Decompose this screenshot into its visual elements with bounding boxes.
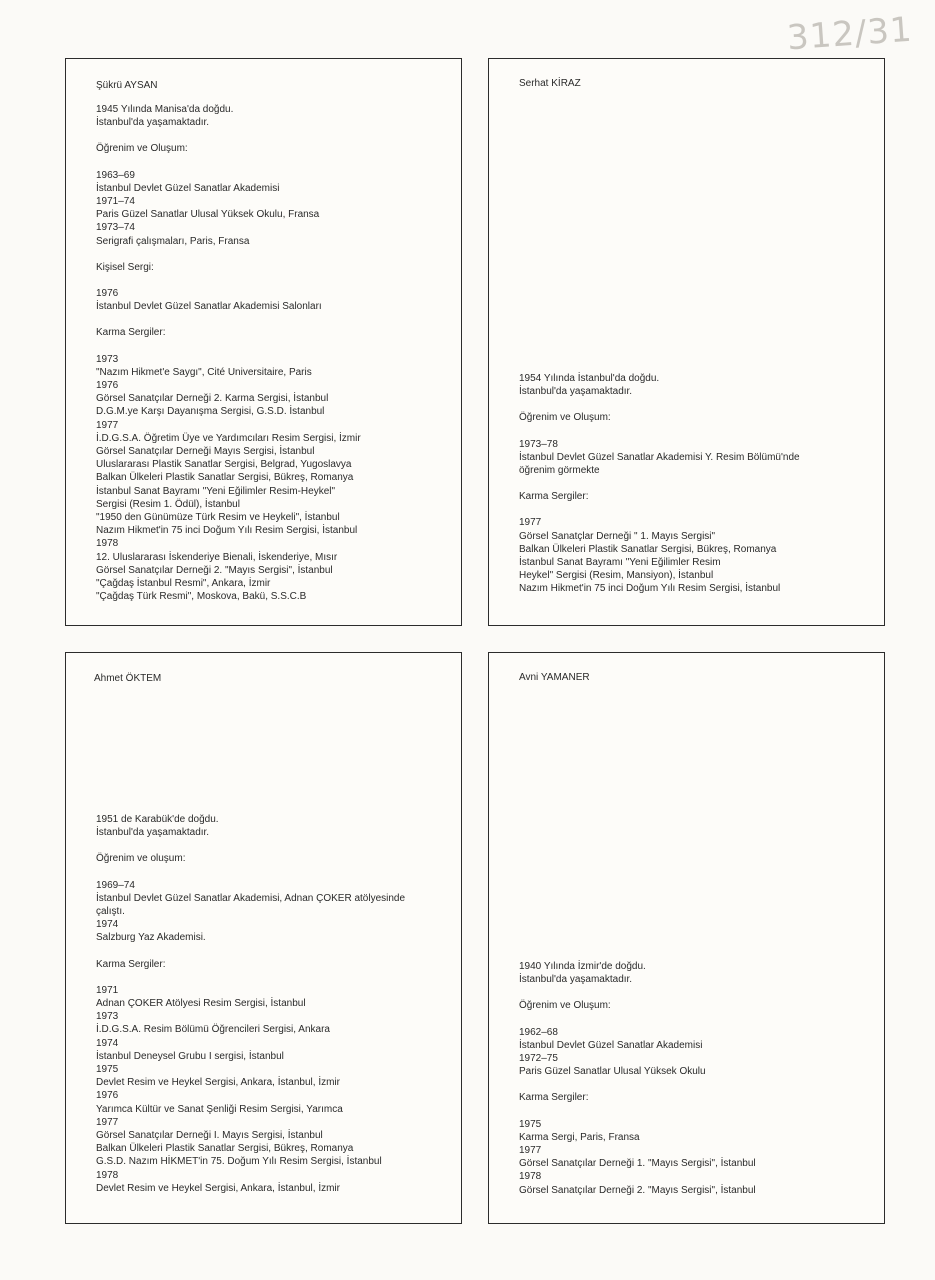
artist-name: Serhat KİRAZ: [519, 78, 581, 89]
artist-bio: [519, 372, 864, 596]
bio-line: Öğrenim ve Oluşum:: [96, 143, 188, 155]
spacer: [96, 156, 441, 169]
bio-line: 1978: [96, 1169, 119, 1181]
artist-name: Avni YAMANER: [519, 672, 590, 683]
bio-line: 1969–74: [96, 879, 135, 891]
bio-line: 1973: [96, 353, 119, 365]
bio-line: 1977: [96, 419, 119, 431]
bio-line: İstanbul Devlet Güzel Sanatlar Akademisi Y. Resim Bölümü'nde: [519, 451, 800, 463]
artist-panel-aysan: [65, 58, 462, 626]
bio-line: 1977: [519, 1145, 542, 1157]
bio-line: 1954 Yılında İstanbul'da doğdu.: [519, 373, 660, 384]
bio-line: Serigrafi çalışmaları, Paris, Fransa: [96, 235, 250, 247]
bio-line: "1950 den Günümüze Türk Resim ve Heykeli", İstanbul: [96, 512, 340, 524]
bio-line: 1962–68: [519, 1026, 558, 1038]
bio-line: Devlet Resim ve Heykel Sergisi, Ankara, İstanbul, İzmir: [96, 1077, 340, 1089]
spacer: [96, 313, 441, 326]
bio-line: 1940 Yılında İzmir'de doğdu.: [519, 961, 646, 972]
bio-line: 12. Uluslararası İskenderiye Bienali, İskenderiye, Mısır: [96, 551, 338, 563]
spacer: [96, 839, 441, 852]
spacer: [519, 398, 864, 411]
bio-line: Balkan Ülkeleri Plastik Sanatlar Sergisi, Bükreş, Romanya: [96, 1143, 354, 1155]
bio-line: Öğrenim ve Oluşum:: [519, 412, 611, 424]
bio-line: 1963–69: [96, 169, 135, 181]
spacer: [96, 866, 441, 879]
bio-line: 1971–74: [96, 196, 135, 208]
bio-line: Görsel Sanatçılar Derneği I. Mayıs Sergisi, İstanbul: [96, 1130, 323, 1142]
bio-line: 1976: [96, 1090, 119, 1102]
bio-line: 1978: [96, 538, 119, 550]
bio-line: 1977: [519, 517, 542, 529]
bio-line: İstanbul Sanat Bayramı "Yeni Eğilimler Resim-Heykel": [96, 485, 336, 497]
bio-line: İstanbul Deneysel Grubu I sergisi, İstanbul: [96, 1050, 284, 1062]
bio-line: Paris Güzel Sanatlar Ulusal Yüksek Okulu, Fransa: [96, 209, 320, 221]
bio-line: İ.D.G.S.A. Resim Bölümü Öğrencileri Sergisi, Ankara: [96, 1024, 330, 1036]
spacer: [519, 425, 864, 438]
artist-bio: [96, 103, 441, 604]
spacer: [519, 477, 864, 490]
bio-line: Yarımca Kültür ve Sanat Şenliği Resim Sergisi, Yarımca: [96, 1103, 343, 1115]
bio-line: Karma Sergiler:: [96, 327, 166, 339]
bio-line: Heykel" Sergisi (Resim, Mansiyon), İstanbul: [519, 570, 714, 582]
bio-line: Salzburg Yaz Akademisi.: [96, 932, 206, 944]
bio-line: 1951 de Karabük'de doğdu.: [96, 814, 219, 825]
bio-line: Karma Sergiler:: [519, 491, 589, 503]
spacer: [96, 945, 441, 958]
bio-line: İstanbul Sanat Bayramı "Yeni Eğilimler Resim: [519, 557, 721, 569]
spacer: [519, 503, 864, 516]
bio-line: İstanbul'da yaşamaktadır.: [96, 117, 210, 129]
bio-line: İstanbul Devlet Güzel Sanatlar Akademisi Salonları: [96, 301, 322, 313]
spacer: [96, 340, 441, 353]
bio-line: 1974: [96, 1037, 119, 1049]
bio-line: 1977: [96, 1116, 119, 1128]
bio-line: İ.D.G.S.A. Öğretim Üye ve Yardımcıları Resim Sergisi, İzmir: [96, 432, 361, 444]
bio-line: Kişisel Sergi:: [96, 261, 154, 273]
artist-bio: [519, 960, 864, 1197]
bio-line: Karma Sergiler:: [519, 1092, 589, 1104]
bio-line: Nazım Hikmet'in 75 inci Doğum Yılı Resim Sergisi, İstanbul: [519, 583, 781, 595]
bio-line: çalıştı.: [96, 906, 125, 918]
artist-panel-oktem: [65, 652, 462, 1224]
bio-line: Görsel Sanatçılar Derneği Mayıs Sergisi, İstanbul: [96, 446, 315, 458]
artist-panel-yamaner: [488, 652, 885, 1224]
artist-panel-kiraz: [488, 58, 885, 626]
bio-line: 1973–78: [519, 438, 558, 450]
bio-line: 1978: [519, 1171, 542, 1183]
bio-line: İstanbul'da yaşamaktadır.: [96, 827, 210, 839]
bio-line: Sergisi (Resim 1. Ödül), İstanbul: [96, 498, 240, 510]
bio-line: "Çağdaş İstanbul Resmi", Ankara, İzmir: [96, 578, 271, 590]
spacer: [519, 986, 864, 999]
bio-line: Öğrenim ve oluşum:: [96, 853, 186, 865]
spacer: [96, 971, 441, 984]
bio-line: "Çağdaş Türk Resmi", Moskova, Bakü, S.S.C.B: [96, 591, 307, 603]
bio-line: Karma Sergiler:: [96, 958, 166, 970]
bio-line: 1976: [96, 288, 119, 300]
bio-line: 1971: [96, 984, 119, 996]
spacer: [96, 248, 441, 261]
spacer: [519, 1013, 864, 1026]
bio-line: İstanbul Devlet Güzel Sanatlar Akademisi: [519, 1039, 703, 1051]
bio-line: "Nazım Hikmet'e Saygı", Cité Universitaire, Paris: [96, 366, 312, 378]
bio-line: Devlet Resim ve Heykel Sergisi, Ankara, İstanbul, İzmir: [96, 1182, 340, 1194]
bio-line: 1973: [96, 1011, 119, 1023]
bio-line: Görsel Sanatçılar Derneği 2. "Mayıs Sergisi", İstanbul: [96, 564, 333, 576]
bio-line: 1975: [519, 1118, 542, 1130]
spacer: [96, 129, 441, 142]
artist-name: Ahmet ÖKTEM: [94, 673, 162, 684]
bio-line: İstanbul'da yaşamaktadır.: [519, 386, 633, 398]
bio-line: Görsel Sanatçlar Derneği " 1. Mayıs Sergisi": [519, 530, 716, 542]
bio-line: 1973–74: [96, 222, 135, 234]
bio-line: 1945 Yılında Manisa'da doğdu.: [96, 104, 234, 115]
bio-line: Karma Sergi, Paris, Fransa: [519, 1131, 640, 1143]
bio-line: D.G.M.ye Karşı Dayanışma Sergisi, G.S.D. İstanbul: [96, 406, 325, 418]
spacer: [519, 1078, 864, 1091]
bio-line: Paris Güzel Sanatlar Ulusal Yüksek Okulu: [519, 1066, 706, 1078]
bio-line: İstanbul'da yaşamaktadır.: [519, 974, 633, 986]
bio-line: Adnan ÇOKER Atölyesi Resim Sergisi, İstanbul: [96, 998, 306, 1010]
handwritten-page-number: 312/31: [786, 9, 915, 59]
bio-line: 1976: [96, 380, 119, 392]
bio-line: İstanbul Devlet Güzel Sanatlar Akademisi: [96, 182, 280, 194]
spacer: [519, 1105, 864, 1118]
bio-line: 1974: [96, 919, 119, 931]
artist-bio: [96, 813, 441, 1195]
bio-line: Öğrenim ve Oluşum:: [519, 1000, 611, 1012]
bio-line: öğrenim görmekte: [519, 465, 600, 477]
bio-line: Görsel Sanatçılar Derneği 1. "Mayıs Sergisi", İstanbul: [519, 1158, 756, 1170]
bio-line: Balkan Ülkeleri Plastik Sanatlar Sergisi, Bükreş, Romanya: [96, 472, 354, 484]
bio-line: İstanbul Devlet Güzel Sanatlar Akademisi, Adnan ÇOKER atölyesinde: [96, 892, 406, 904]
bio-line: Nazım Hikmet'in 75 inci Doğum Yılı Resim Sergisi, İstanbul: [96, 525, 358, 537]
bio-line: G.S.D. Nazım HİKMET'in 75. Doğum Yılı Resim Sergisi, İstanbul: [96, 1156, 382, 1168]
artist-name: Şükrü AYSAN: [96, 80, 158, 91]
bio-line: Görsel Sanatçılar Derneği 2. Karma Sergisi, İstanbul: [96, 393, 329, 405]
bio-line: 1972–75: [519, 1053, 558, 1065]
bio-line: Balkan Ülkeleri Plastik Sanatlar Sergisi, Bükreş, Romanya: [519, 543, 777, 555]
spacer: [96, 274, 441, 287]
bio-line: Görsel Sanatçılar Derneği 2. "Mayıs Sergisi", İstanbul: [519, 1184, 756, 1196]
bio-line: Uluslararası Plastik Sanatlar Sergisi, Belgrad, Yugoslavya: [96, 459, 352, 471]
bio-line: 1975: [96, 1064, 119, 1076]
